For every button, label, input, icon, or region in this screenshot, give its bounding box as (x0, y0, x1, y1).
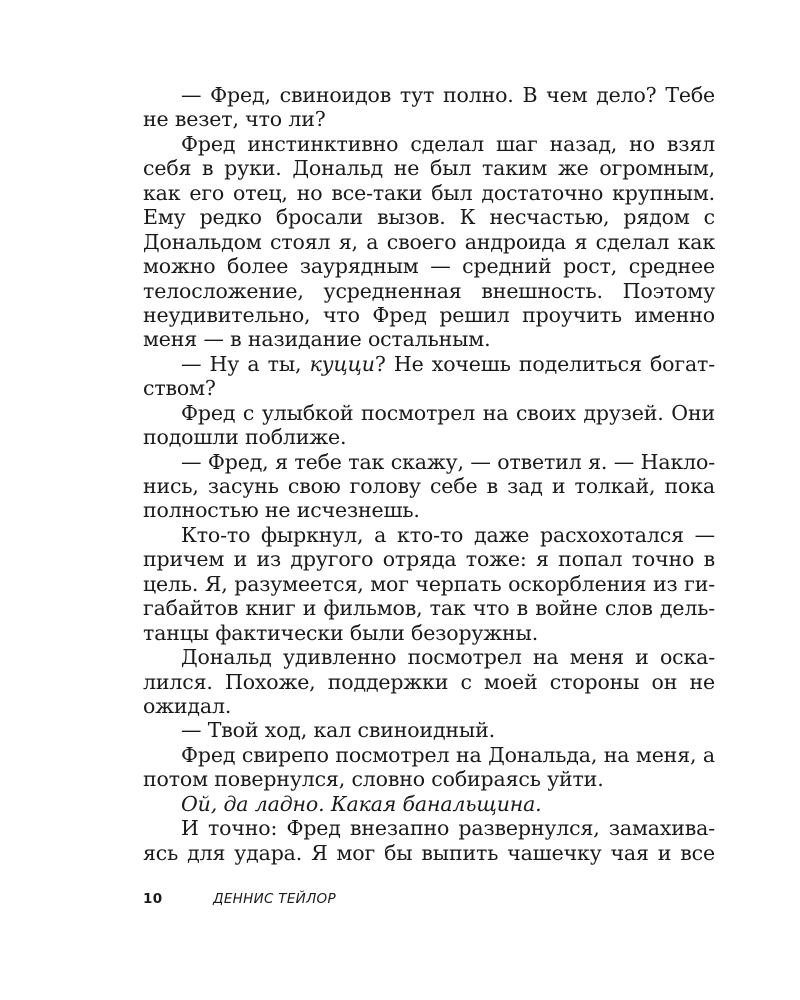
text-line: лился. Похоже, поддержки с моей стороны он не (143, 669, 715, 694)
text-line: причем и из другого отряда тоже: я попал точно в (143, 547, 715, 572)
text-line (143, 352, 715, 376)
text-line: неудивительно, что Фред решил проучить именно (143, 302, 715, 327)
text-line: меня — в назидание остальным. (143, 327, 491, 352)
text-line: — Твой ход, кал свиноидный. (181, 718, 495, 743)
text-line: Дональд удивленно посмотрел на меня и оска- (181, 645, 715, 670)
text-line: можно более заурядным — средний рост, среднее (143, 254, 715, 279)
text-line: потом повернулся, словно собираясь уйти. (143, 767, 604, 792)
text-segment: ? Не хочешь поделиться богат- (374, 351, 715, 376)
italic-text: куцци (309, 351, 375, 376)
page-footer (143, 891, 336, 907)
text-line: полностью не исчезнешь. (143, 498, 420, 523)
italic-text: Ой, да ладно. Какая банальщина. (181, 791, 542, 816)
text-line: Фред с улыбкой посмотрел на своих друзей. Они (181, 400, 715, 425)
text-line: И точно: Фред внезапно развернулся, замахива- (181, 816, 715, 841)
text-line: Дональдом стоял я, а своего андроида я сделал как (143, 229, 715, 254)
text-line: Ему редко бросали вызов. К несчастью, рядом с (143, 205, 715, 230)
text-line: — Фред, я тебе так скажу, — ответил я. — Накло- (181, 449, 715, 474)
text-line: Кто-то фыркнул, а кто-то даже расхохотался — (181, 522, 715, 547)
text-line: ожидал. (143, 693, 232, 718)
text-line: Фред инстинктивно сделал шаг назад, но взял (181, 131, 715, 156)
text-line: не везет, что ли? (143, 107, 326, 132)
text-line: габайтов книг и фильмов, так что в войне слов дель- (143, 596, 715, 621)
text-line: как его отец, но все-таки был достаточно крупным. (143, 180, 715, 205)
text-line: танцы фактически были безоружны. (143, 620, 539, 645)
text-line: телосложение, усредненная внешность. Поэтому (143, 278, 715, 303)
text-segment: — Ну а ты, (181, 351, 310, 376)
text-line: — Фред, свиноидов тут полно. В чем дело? Тебе (181, 83, 715, 107)
text-line: Фред свирепо посмотрел на Дональда, на меня, а (181, 742, 715, 767)
text-line: подошли поближе. (143, 425, 347, 450)
text-line: себя в руки. Дональд не был таким же огромным, (143, 156, 715, 181)
text-line (143, 792, 715, 816)
text-line: ясь для удара. Я мог бы выпить чашечку чая и все (143, 840, 715, 865)
text-line: цель. Я, разумеется, мог черпать оскорбления из ги- (143, 571, 715, 596)
running-head-author: ДЕННИС ТЕЙЛОР (213, 891, 336, 907)
text-line: ством? (143, 376, 216, 401)
text-line: нись, засунь свою голову себе в зад и толкай, пока (143, 474, 715, 498)
page-number: 10 (143, 891, 163, 907)
body-text (143, 83, 715, 865)
